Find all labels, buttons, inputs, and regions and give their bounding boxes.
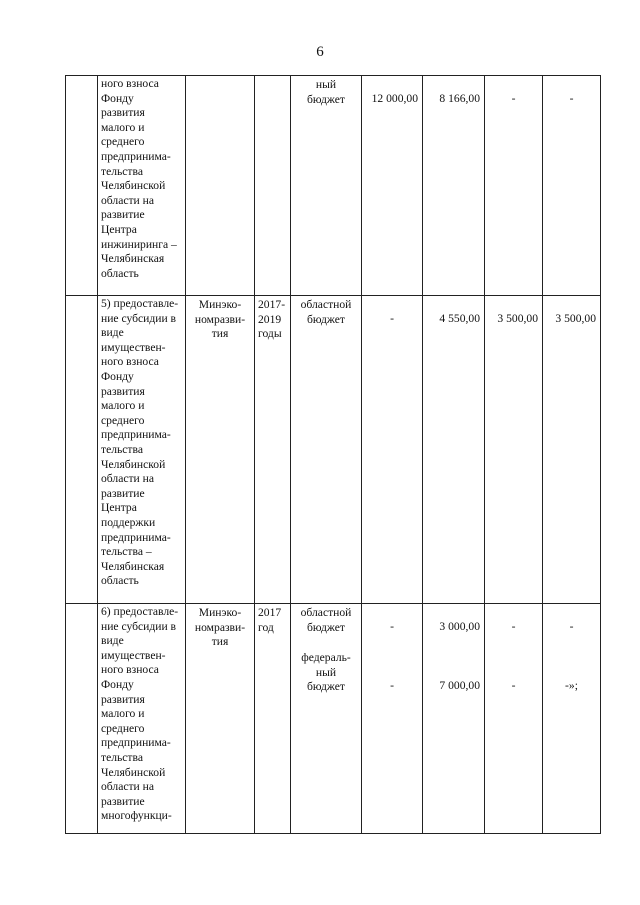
executor-cell bbox=[186, 76, 255, 296]
cell-text-line: среднего bbox=[101, 721, 145, 735]
cell-text-line: 2017 bbox=[258, 606, 282, 619]
cell-text-line: область bbox=[101, 574, 139, 588]
cell-text-line: Минэко- bbox=[198, 606, 242, 619]
cell-text-line: развитие bbox=[101, 208, 145, 222]
description-cell bbox=[98, 604, 186, 834]
cell-text-line: малого и bbox=[101, 120, 145, 134]
cell-text-line: ние субсидии в bbox=[101, 619, 177, 633]
cell-text-line: тельства – bbox=[101, 545, 152, 559]
cell-text-line: тельства bbox=[101, 750, 143, 764]
cell-text-line: малого и bbox=[101, 707, 145, 721]
cell-text-line: Фонду bbox=[101, 91, 134, 105]
cell-text-line: Фонду bbox=[101, 369, 134, 383]
cell-text-line: развития bbox=[101, 106, 145, 120]
table-row bbox=[66, 76, 601, 296]
number-cell bbox=[66, 296, 98, 604]
cell-text-line: 2017- bbox=[258, 298, 286, 311]
number-cell bbox=[66, 604, 98, 834]
cell-text-line: 5) предоставле- bbox=[101, 297, 179, 310]
cell-text-line: бюджет bbox=[307, 92, 345, 106]
cell-text-line: Челябинская bbox=[101, 559, 165, 573]
cell-text-line: развитие bbox=[101, 794, 145, 808]
cell-text-line: ный bbox=[315, 665, 337, 679]
value-cell: - bbox=[362, 296, 423, 604]
cell-text-line: развитие bbox=[101, 486, 145, 500]
cell-text-line: развития bbox=[101, 692, 145, 706]
cell-text-line: виде bbox=[101, 634, 124, 648]
cell-text-line: Челябинская bbox=[101, 252, 165, 266]
cell-text-line: тельства bbox=[101, 164, 143, 178]
executor-cell bbox=[186, 604, 255, 834]
cell-text-line: ного взноса bbox=[101, 663, 159, 677]
period-cell bbox=[255, 604, 291, 834]
cell-text-line: бюджет bbox=[307, 312, 345, 326]
cell-text-line: инжиниринга – bbox=[101, 237, 177, 251]
executor-cell bbox=[186, 296, 255, 604]
value-cell: 4 550,00 bbox=[423, 296, 485, 604]
cell-text-line: имуществен- bbox=[101, 340, 166, 354]
description-cell bbox=[98, 76, 186, 296]
cell-text-line: среднего bbox=[101, 413, 145, 427]
number-cell bbox=[66, 76, 98, 296]
table-row bbox=[66, 604, 601, 834]
budget-table bbox=[65, 75, 601, 834]
value-cell: 3 500,00 bbox=[485, 296, 543, 604]
cell-text-line: виде bbox=[101, 326, 124, 340]
cell-text-line: тельства bbox=[101, 442, 143, 456]
cell-text-line: ный bbox=[315, 78, 337, 91]
value-cell: 8 166,00 bbox=[423, 76, 485, 296]
table-row bbox=[66, 296, 601, 604]
cell-text-line: ного взноса bbox=[101, 355, 159, 369]
value-cell: 3 500,00 bbox=[543, 296, 601, 604]
value-cell: - bbox=[485, 76, 543, 296]
period-cell bbox=[255, 76, 291, 296]
cell-text-line: Минэко- bbox=[198, 298, 242, 311]
cell-text-line: Центра bbox=[101, 501, 137, 515]
cell-text-line: малого и bbox=[101, 399, 145, 413]
cell-text-line: бюджет bbox=[307, 620, 345, 634]
cell-text-line: Центра bbox=[101, 222, 137, 236]
cell-text-line: среднего bbox=[101, 135, 145, 149]
value-cell: 12 000,00 bbox=[362, 76, 423, 296]
cell-text-line: развития bbox=[101, 384, 145, 398]
cell-text-line: 2019 bbox=[258, 312, 282, 326]
cell-text-line: год bbox=[258, 620, 274, 634]
cell-text-line: Челябинской bbox=[101, 765, 166, 779]
source-cell bbox=[291, 604, 362, 834]
cell-text-line: имуществен- bbox=[101, 648, 166, 662]
cell-text-line: предпринима- bbox=[101, 736, 171, 750]
period-cell bbox=[255, 296, 291, 604]
cell-text-line: предпринима- bbox=[101, 530, 171, 544]
cell-text-line: тия bbox=[211, 327, 229, 341]
description-cell bbox=[98, 296, 186, 604]
value-cell: - bbox=[543, 76, 601, 296]
cell-text-line: номразви- bbox=[194, 620, 246, 634]
cell-text-line: номразви- bbox=[194, 312, 246, 326]
source-cell bbox=[291, 76, 362, 296]
cell-text-line: многофункци- bbox=[101, 809, 172, 823]
cell-text-line: годы bbox=[258, 327, 282, 341]
cell-text-line: области на bbox=[101, 472, 155, 486]
cell-text-line: Челябинской bbox=[101, 179, 166, 193]
cell-text-line: областной bbox=[300, 298, 352, 311]
cell-text-line: федераль- bbox=[301, 651, 351, 665]
cell-text-line: бюджет bbox=[307, 680, 345, 694]
cell-text-line: предпринима- bbox=[101, 428, 171, 442]
cell-text-line: областной bbox=[300, 606, 352, 619]
cell-text-line: области на bbox=[101, 193, 155, 207]
cell-text-line: области на bbox=[101, 780, 155, 794]
cell-text-line: Челябинской bbox=[101, 457, 166, 471]
cell-text-line: предпринима- bbox=[101, 149, 171, 163]
cell-text-line: 6) предоставле- bbox=[101, 605, 179, 618]
cell-text-line: Фонду bbox=[101, 677, 134, 691]
cell-text-line: область bbox=[101, 266, 139, 280]
value-cell: - - bbox=[362, 604, 423, 834]
cell-text-line: ного взноса bbox=[101, 77, 159, 90]
value-cell: - -»; bbox=[543, 604, 601, 834]
cell-text-line: ние субсидии в bbox=[101, 311, 177, 325]
source-cell bbox=[291, 296, 362, 604]
cell-text-line: тия bbox=[211, 635, 229, 649]
cell-text-line: поддержки bbox=[101, 515, 156, 529]
page-number: 6 bbox=[316, 44, 324, 60]
value-cell: 3 000,00 7 000,00 bbox=[423, 604, 485, 834]
value-cell: - - bbox=[485, 604, 543, 834]
